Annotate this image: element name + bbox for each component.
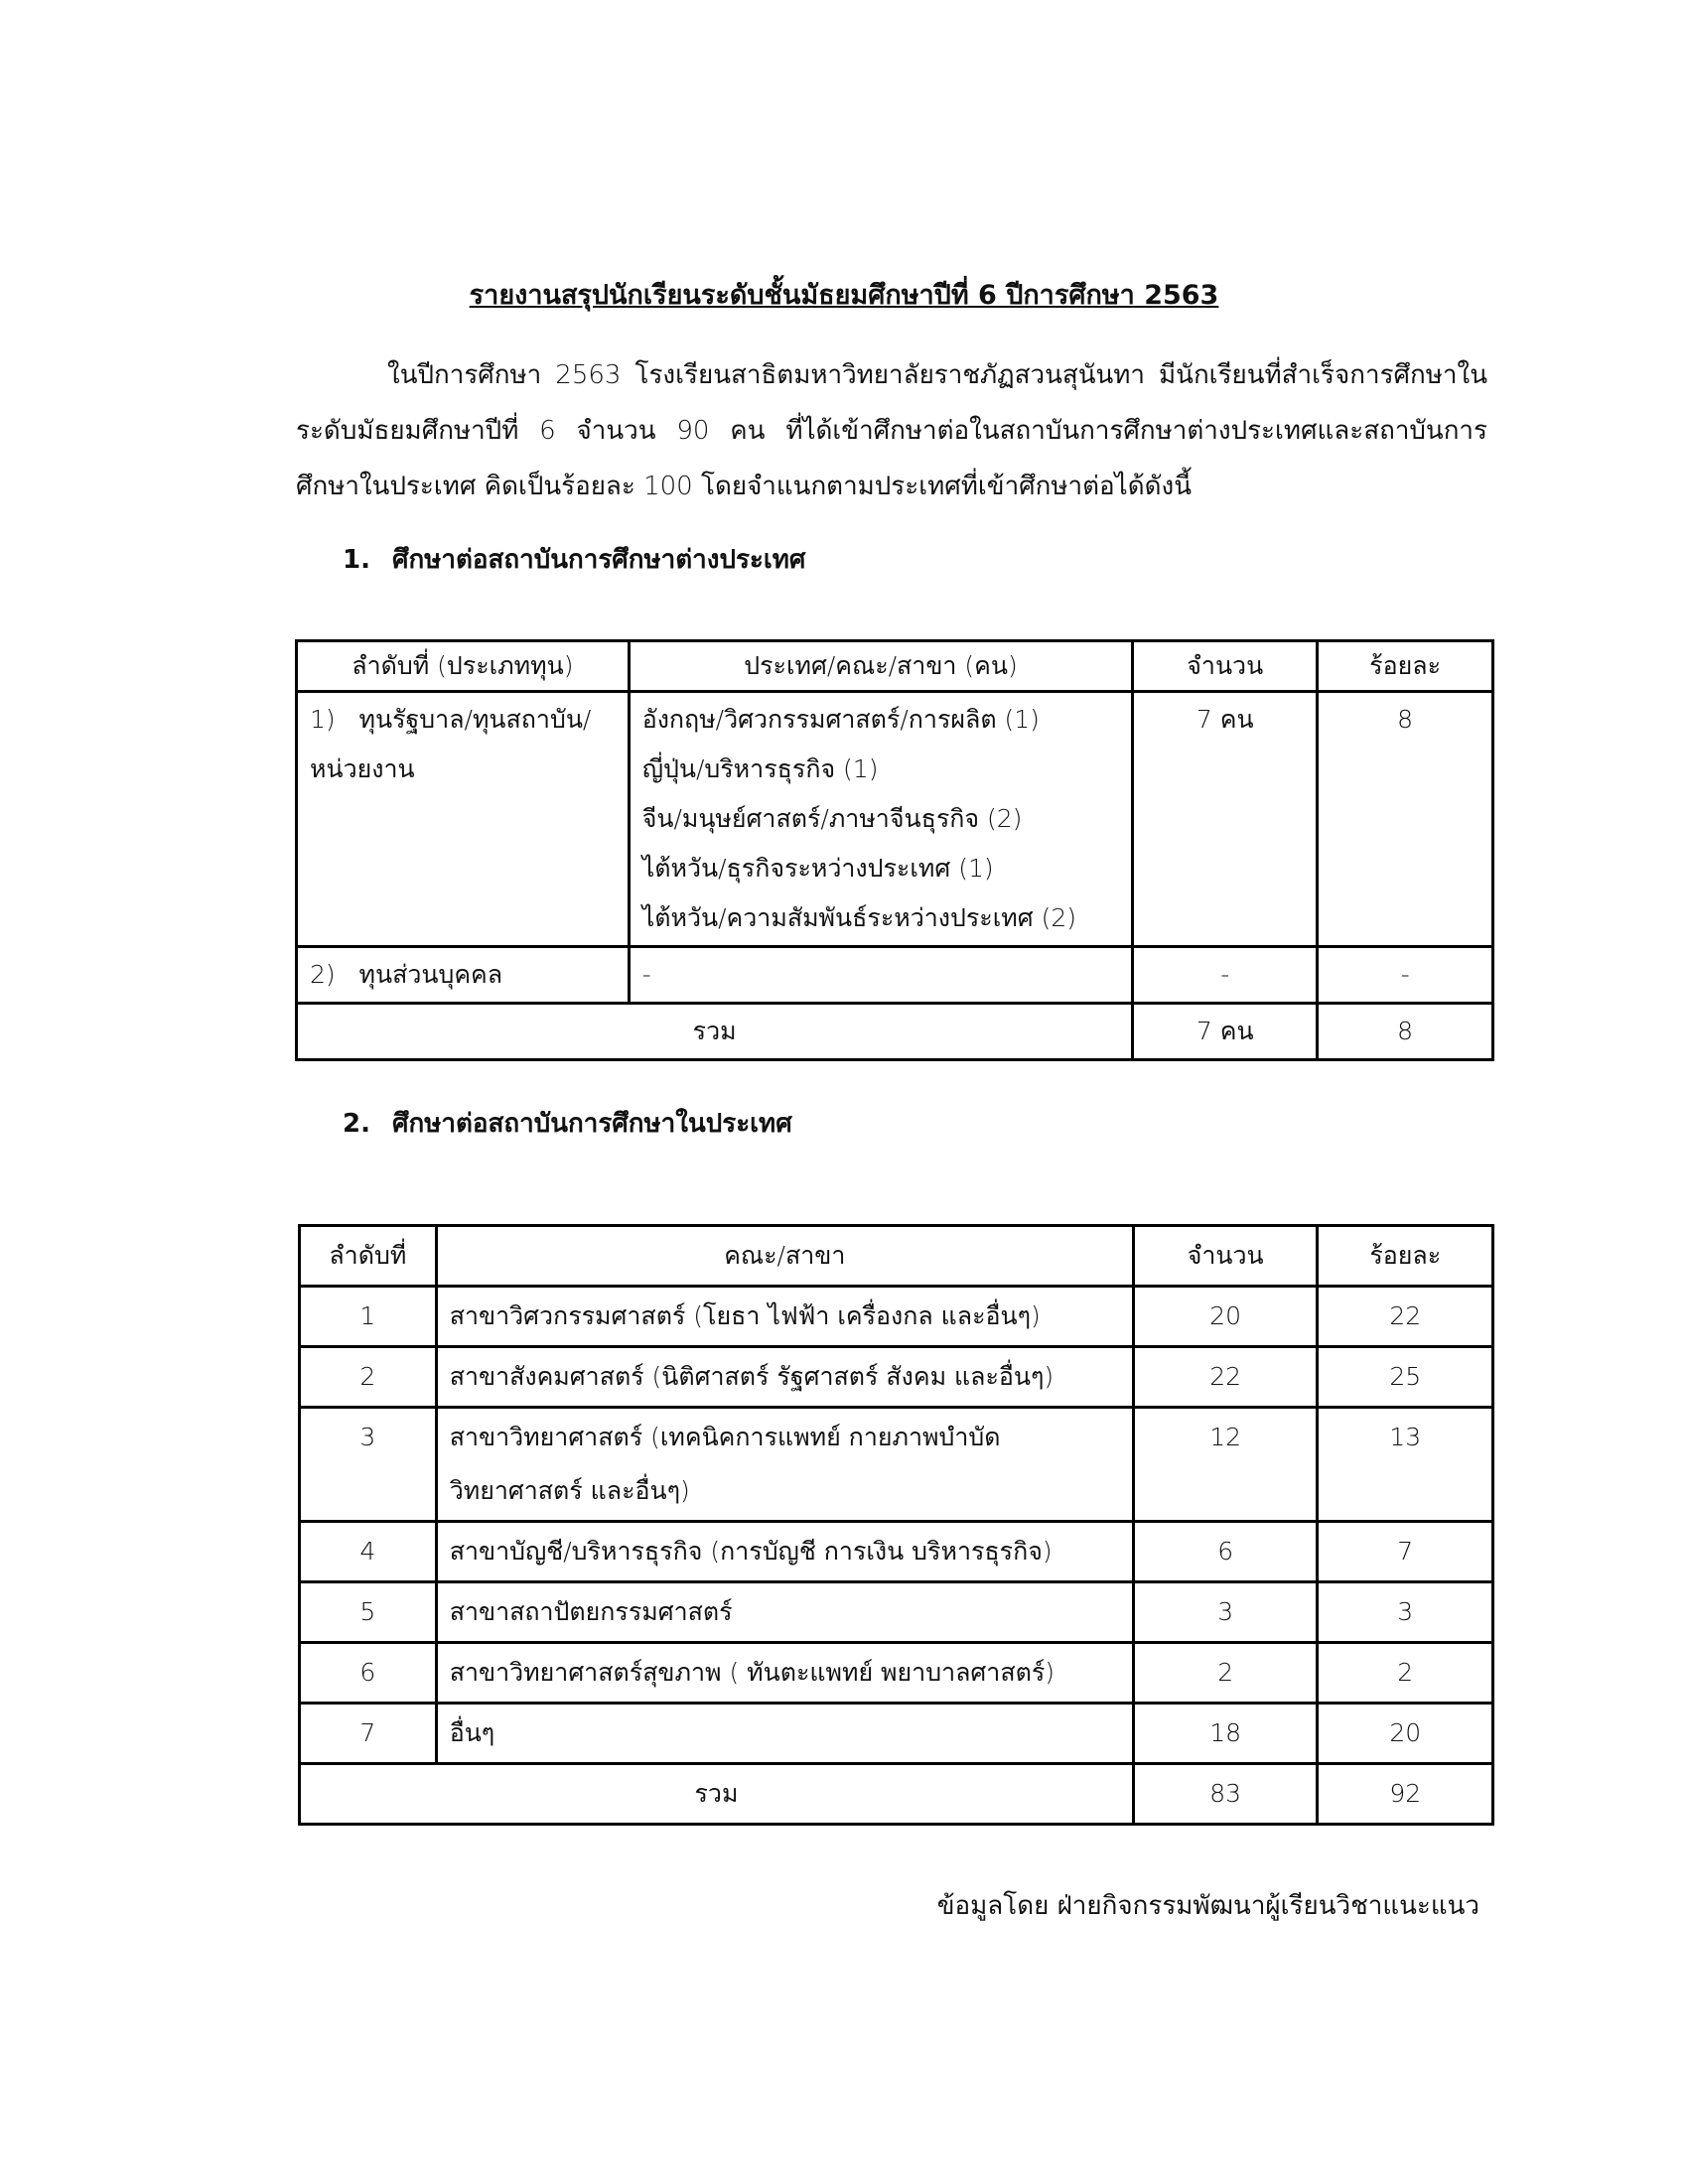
scholarship-type: 2) ทุนส่วนบุคคล (297, 947, 630, 1004)
faculty-cell: สาขาวิศวกรรมศาสตร์ (โยธา ไฟฟ้า เครื่องกล และอื่นๆ) (436, 1287, 1133, 1347)
percent-cell: 3 (1318, 1582, 1493, 1643)
column-header: จำนวน (1133, 641, 1318, 692)
section2-heading (343, 1104, 792, 1144)
total-label: รวม (300, 1764, 1134, 1825)
count-cell: 22 (1133, 1347, 1318, 1408)
count-cell: 3 (1133, 1582, 1318, 1643)
data-source-note: ข้อมูลโดย ฝ่ายกิจกรรมพัฒนาผู้เรียนวิชาแนะแนว (936, 1891, 1479, 1921)
count-cell: 2 (1133, 1643, 1318, 1704)
faculty-cell: สาขาวิทยาศาสตร์สุขภาพ ( ทันตะแพทย์ พยาบาลศาสตร์) (436, 1643, 1133, 1704)
destination-list (629, 692, 1133, 947)
domestic-study-table (298, 1224, 1494, 1826)
destination-item: - (629, 947, 1133, 1004)
row-number: 6 (300, 1643, 437, 1704)
section1-number: 1. (343, 545, 370, 575)
table-total-row (300, 1764, 1493, 1825)
count-cell: 6 (1133, 1522, 1318, 1582)
table-row (300, 1408, 1493, 1522)
count-cell: 18 (1133, 1704, 1318, 1764)
row-number: 1 (300, 1287, 437, 1347)
section2-title: ศึกษาต่อสถาบันการศึกษาในประเทศ (392, 1109, 792, 1139)
destination-item: ญี่ปุ่น/บริหารธุรกิจ (1) (641, 754, 879, 783)
count-cell: 12 (1133, 1408, 1318, 1522)
percent-cell: 20 (1318, 1704, 1493, 1764)
column-header: ลำดับที่ (ประเภททุน) (297, 641, 630, 692)
report-title: รายงานสรุปนักเรียนระดับชั้นมัธยมศึกษาปีที่ 6 ปีการศึกษา 2563 (469, 280, 1219, 311)
percent-cell: 2 (1318, 1643, 1493, 1704)
faculty-cell: สาขาสถาปัตยกรรมศาสตร์ (436, 1582, 1133, 1643)
count-cell: - (1133, 947, 1318, 1004)
destination-item: จีน/มนุษย์ศาสตร์/ภาษาจีนธุรกิจ (2) (641, 804, 1023, 833)
row-number: 4 (300, 1522, 437, 1582)
total-percent: 92 (1318, 1764, 1493, 1825)
row-number: 3 (300, 1408, 437, 1522)
percent-cell: 13 (1318, 1408, 1493, 1522)
table-row (297, 947, 1493, 1004)
destination-item: ไต้หวัน/ความสัมพันธ์ระหว่างประเทศ (2) (641, 903, 1076, 932)
count-cell: 7 คน (1133, 692, 1318, 947)
column-header: ร้อยละ (1318, 641, 1493, 692)
abroad-study-table (295, 639, 1494, 1061)
percent-cell: 8 (1318, 692, 1493, 947)
row-number: 7 (300, 1704, 437, 1764)
faculty-cell: สาขาสังคมศาสตร์ (นิติศาสตร์ รัฐศาสตร์ สังคม และอื่นๆ) (436, 1347, 1133, 1408)
percent-cell: - (1318, 947, 1493, 1004)
table-row (300, 1643, 1493, 1704)
table-total-row (297, 1004, 1493, 1060)
table-header-row (297, 641, 1493, 692)
table-row (300, 1287, 1493, 1347)
total-count: 83 (1133, 1764, 1318, 1825)
percent-cell: 25 (1318, 1347, 1493, 1408)
intro-text: ในปีการศึกษา 2563 โรงเรียนสาธิตมหาวิทยาลัยราชภัฏสวนสุนันทา มีนักเรียนที่สำเร็จการศึกษาในระดับมัธยมศึกษาปีที่ 6 จำนวน 90 คน ที่ได้เข้าศึกษาต่อในสถาบันการศึกษาต่างประเทศและสถาบันการศึกษาในประเทศ คิดเป็นร้อยละ 100 โดยจำแนกตามประเทศที่เข้าศึกษาต่อได้ดังนี้ (296, 360, 1487, 501)
section1-heading (343, 540, 805, 580)
scholarship-type: 1) ทุนรัฐบาล/ทุนสถาบัน/หน่วยงาน (297, 692, 630, 947)
intro-paragraph (296, 347, 1487, 514)
column-header: ร้อยละ (1318, 1226, 1493, 1287)
table-row (300, 1347, 1493, 1408)
column-header: ลำดับที่ (300, 1226, 437, 1287)
table-row (300, 1704, 1493, 1764)
count-cell: 20 (1133, 1287, 1318, 1347)
column-header: จำนวน (1133, 1226, 1318, 1287)
column-header: คณะ/สาขา (436, 1226, 1133, 1287)
percent-cell: 22 (1318, 1287, 1493, 1347)
faculty-cell: สาขาวิทยาศาสตร์ (เทคนิคการแพทย์ กายภาพบำบัด วิทยาศาสตร์ และอื่นๆ) (436, 1408, 1133, 1522)
table-row (300, 1522, 1493, 1582)
section2-number: 2. (343, 1109, 370, 1139)
table-header-row (300, 1226, 1493, 1287)
section1-title: ศึกษาต่อสถาบันการศึกษาต่างประเทศ (392, 545, 806, 575)
percent-cell: 7 (1318, 1522, 1493, 1582)
table-row (300, 1582, 1493, 1643)
column-header: ประเทศ/คณะ/สาขา (คน) (629, 641, 1133, 692)
destination-item: ไต้หวัน/ธุรกิจระหว่างประเทศ (1) (641, 854, 994, 883)
row-number: 2 (300, 1347, 437, 1408)
faculty-cell: สาขาบัญชี/บริหารธุรกิจ (การบัญชี การเงิน บริหารธุรกิจ) (436, 1522, 1133, 1582)
total-label: รวม (297, 1004, 1133, 1060)
total-count: 7 คน (1133, 1004, 1318, 1060)
row-number: 5 (300, 1582, 437, 1643)
faculty-cell: อื่นๆ (436, 1704, 1133, 1764)
total-percent: 8 (1318, 1004, 1493, 1060)
destination-item: อังกฤษ/วิศวกรรมศาสตร์/การผลิต (1) (641, 705, 1040, 734)
table-row (297, 692, 1493, 947)
